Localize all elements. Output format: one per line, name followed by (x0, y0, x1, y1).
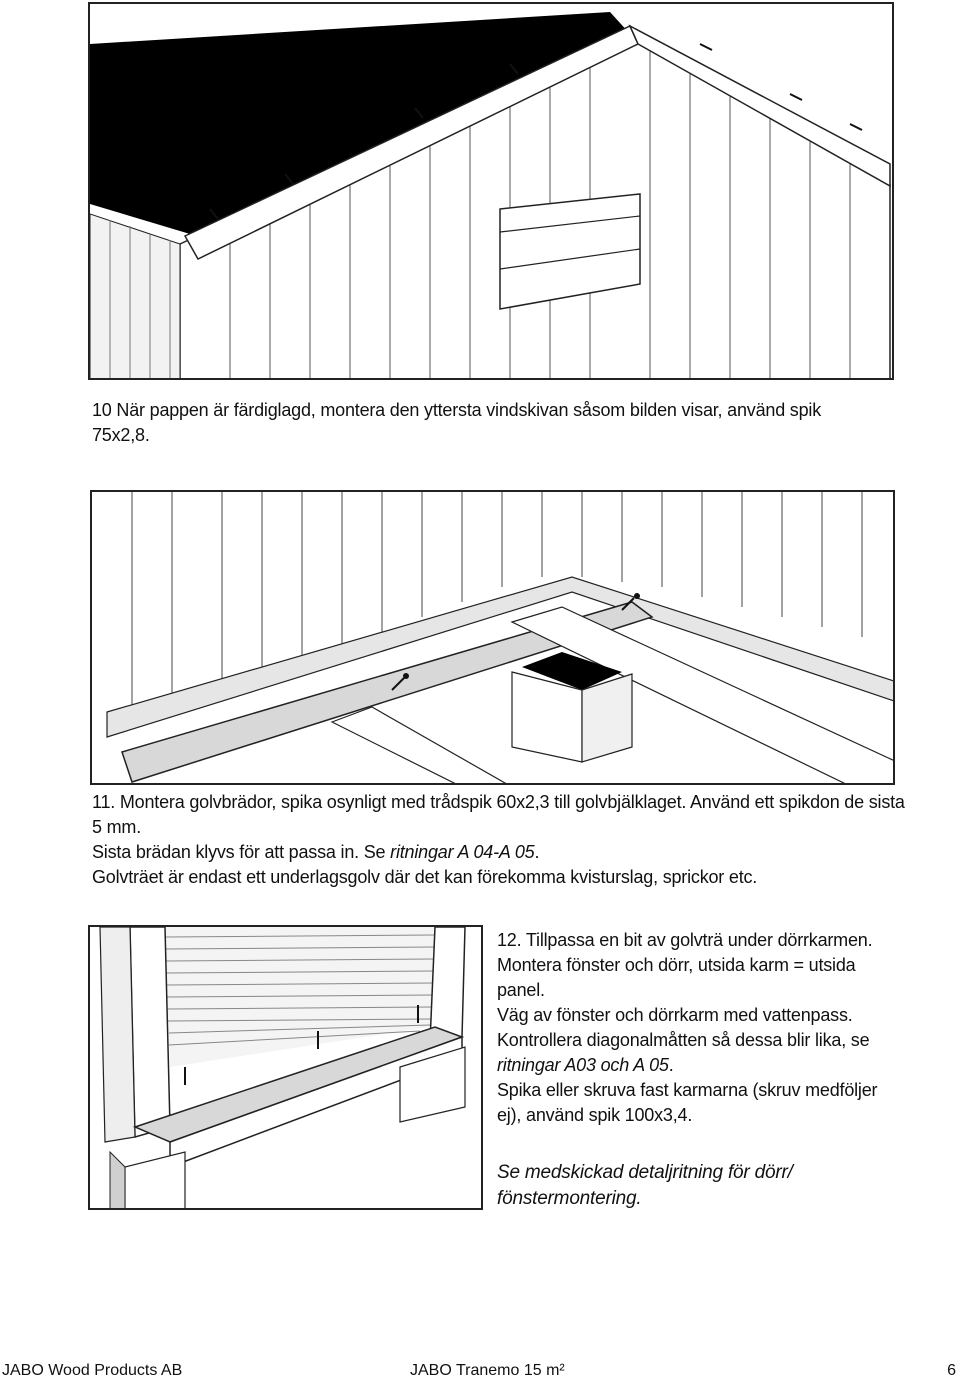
step-12-line-2: Montera fönster och dörr, utsida karm = utsida panel. (497, 955, 856, 1000)
footer-product: JABO Tranemo 15 m² (410, 1362, 565, 1379)
step-12-line-4-suffix: . (668, 1055, 674, 1075)
step-12-text (497, 928, 897, 1128)
step-10-paragraph: 10 När pappen är färdiglagd, montera den yttersta vindskivan såsom bilden visar, använd spik 75x2,8. (92, 400, 822, 445)
step-11-text (92, 790, 912, 890)
step-12-line-3: Väg av fönster och dörrkarm med vattenpass. (497, 1005, 853, 1025)
step-10-text (92, 398, 852, 448)
step-12-line-4-ref (497, 1053, 897, 1078)
see-detail-drawing-note: Se medskickad detaljritning för dörr/ fönstermontering. (497, 1162, 793, 1209)
step-12-drawing-reference: ritningar A03 och A 05 (497, 1055, 669, 1075)
step-12-line-1: 12. Tillpassa en bit av golvträ under dörrkarmen. (497, 930, 873, 950)
step-11-drawing-reference: ritningar A 04-A 05 (390, 842, 535, 862)
step-11-line-2 (92, 840, 912, 865)
door-frame-illustration (88, 925, 483, 1210)
step-12-line-4: Kontrollera diagonalmåtten så dessa blir lika, se (497, 1030, 870, 1050)
page-footer (0, 1362, 960, 1380)
step-11-line-2-prefix: Sista brädan klyvs för att passa in. Se (92, 842, 391, 862)
footer-company: JABO Wood Products AB (2, 1362, 183, 1379)
footer-page-number: 6 (947, 1362, 956, 1379)
step-12-line-5: Spika eller skruva fast karmarna (skruv medföljer ej), använd spik 100x3,4. (497, 1080, 878, 1125)
step-11-line-3: Golvträet är endast ett underlagsgolv där det kan förekomma kvisturslag, sprickor etc. (92, 867, 758, 887)
step-11-line-2-suffix: . (534, 842, 540, 862)
roof-barge-board-illustration (88, 2, 894, 380)
floor-boards-illustration (90, 490, 895, 785)
step-11-line-1: 11. Montera golvbrädor, spika osynligt med trådspik 60x2,3 till golvbjälklaget. Använd ett spikdon de sista 5 mm. (92, 792, 905, 837)
